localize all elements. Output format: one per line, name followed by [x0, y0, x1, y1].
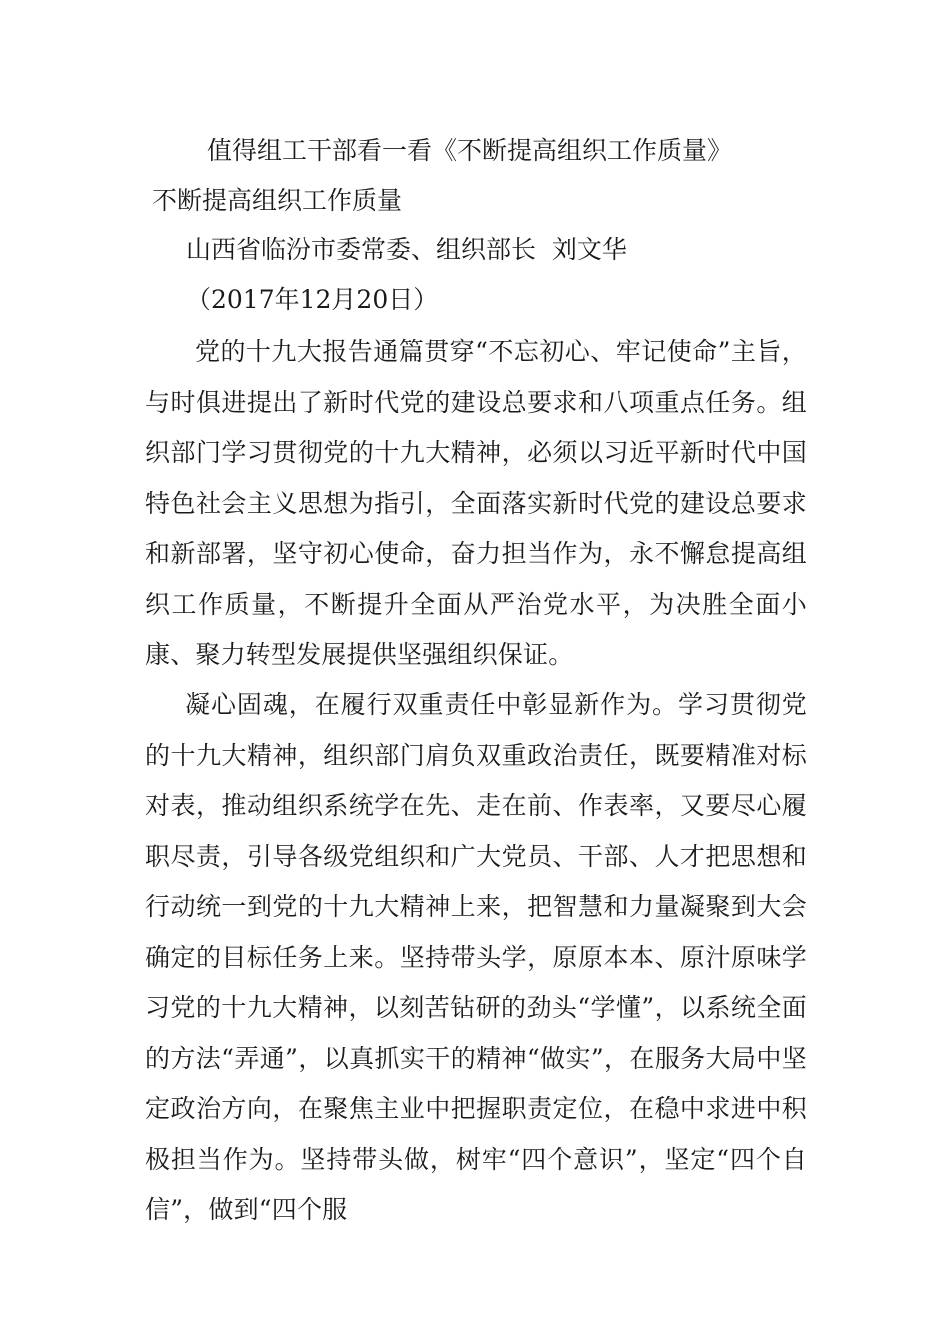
body-paragraph-1: 党的十九大报告通篇贯穿“不忘初心、牢记使命”主旨，与时俱进提出了新时代党的建设总要求和八项重点任务。组织部门学习贯彻党的十九大精神，必须以习近平新时代中国特色社会主义思想为指引，全面落实新时代党的建设总要求和新部署，坚守初心使命，奋力担当作为，永不懈怠提高组织工作质量，不断提升全面从严治党水平，为决胜全面小康、聚力转型发展提供坚强组织保证。 [145, 337, 807, 669]
date-line: （2017年12月20日） [186, 285, 439, 314]
document-heading: 值得组工干部看一看《不断提高组织工作质量》 [207, 136, 733, 165]
document-subtitle: 不断提高组织工作质量 [152, 186, 403, 215]
body-paragraph-2: 凝心固魂，在履行双重责任中彰显新作为。学习贯彻党的十九大精神，组织部门肩负双重政治责任，既要精准对标对表，推动组织系统学在先、走在前、作表率，又要尽心履职尽责，引导各级党组织和广大党员、干部、人才把思想和行动统一到党的十九大精神上来，把智慧和力量凝聚到大会确定的目标任务上来。坚持带头学，原原本本、原汁原味学习党的十九大精神，以刻苦钻研的劲头“学懂”，以系统全面的方法“弄通”，以真抓实干的精神“做实”，在服务大局中坚定政治方向，在聚焦主业中把握职责定位，在稳中求进中积极担当作为。坚持带头做，树牢“四个意识”，坚定“四个自信”，做到“四个服 [145, 690, 807, 1224]
author-line: 山西省临汾市委常委、组织部长 刘文华 [186, 235, 627, 264]
